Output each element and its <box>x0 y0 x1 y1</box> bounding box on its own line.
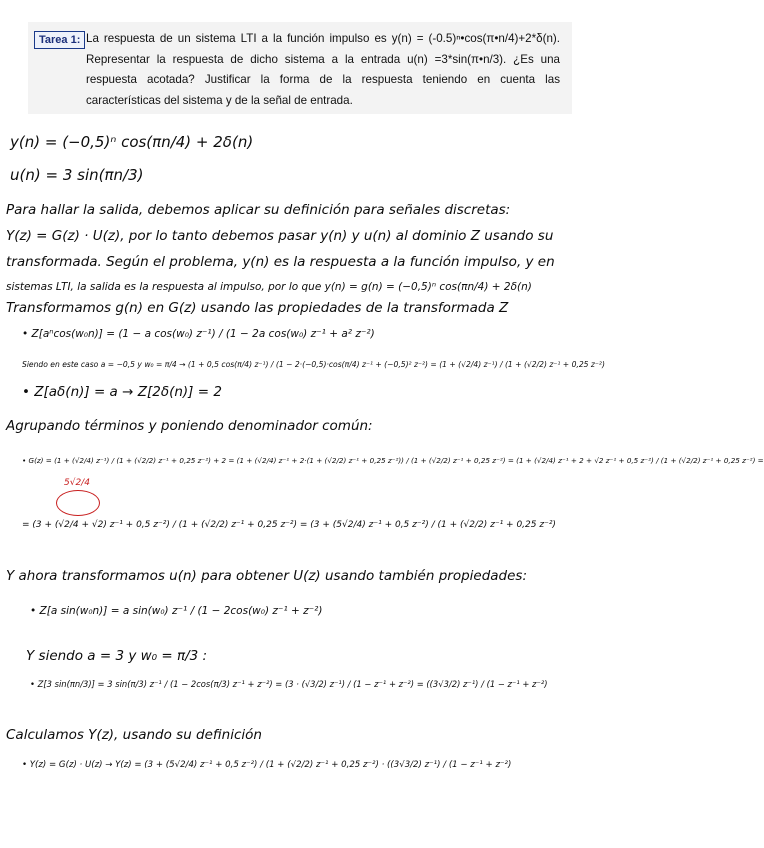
red-annotation: 5√2/4 <box>64 478 90 488</box>
solution-line: Agrupando términos y poniendo denominador común: <box>6 418 373 434</box>
y-z-result: • Y(z) = G(z) · U(z) → Y(z) = (3 + (5√2/4) z⁻¹ + 0,5 z⁻²) / (1 + (√2/2) z⁻¹ + 0,25 z⁻²) · ((3√3/2) z⁻¹) / (1 − z⁻¹ + z⁻²) <box>22 760 512 770</box>
solution-line: Calculamos Y(z), usando su definición <box>6 727 262 743</box>
z-transform-cos-property: • Z[aⁿcos(w₀n)] = (1 − a cos(w₀) z⁻¹) / (1 − 2a cos(w₀) z⁻¹ + a² z⁻²) <box>22 328 375 340</box>
task-label: Tarea 1: <box>34 31 85 49</box>
input-signal-eq: u(n) = 3 sin(πn/3) <box>10 166 144 184</box>
solution-line: Y(z) = G(z) · U(z), por lo tanto debemos pasar y(n) y u(n) al dominio Z usando su <box>6 228 554 244</box>
solution-line: transformada. Según el problema, y(n) es la respuesta a la función impulso, y en <box>6 254 555 270</box>
red-circle-mark <box>56 490 100 516</box>
task-statement-box <box>28 22 572 114</box>
solution-line: sistemas LTI, la salida es la respuesta al impulso, por lo que y(n) = g(n) = (−0,5)ⁿ cos(πn/4) + 2δ(n) <box>6 281 532 293</box>
solution-line: Y ahora transformamos u(n) para obtener U(z) usando también propiedades: <box>6 568 528 584</box>
u-z-transform: • Z[3 sin(πn/3)] = 3 sin(π/3) z⁻¹ / (1 − 2cos(π/3) z⁻¹ + z⁻²) = (3 · (√3/2) z⁻¹) / (1 − z⁻¹ + z⁻²) = ((3√3/2) z⁻¹) / (1 − z⁻¹ + z⁻²) <box>30 679 548 689</box>
z-transform-delta-property: • Z[aδ(n)] = a → Z[2δ(n)] = 2 <box>22 384 222 400</box>
g-z-common-denominator: • G(z) = (1 + (√2/4) z⁻¹) / (1 + (√2/2) z⁻¹ + 0,25 z⁻²) + 2 = (1 + (√2/4) z⁻¹ + 2·(1 + (√2/2) z⁻¹ + 0,25 z⁻²)) / (1 + (√2/2) z⁻¹ + 0,25 z⁻²) = (1 + (√2/4) z⁻¹ + 2 + √2 z⁻¹ + 0,5 z⁻²) / (1 + (√2/2) z⁻¹ + 0,25 z⁻²) = <box>22 456 764 465</box>
z-transform-substitution: Siendo en este caso a = −0,5 y w₀ = π/4 → (1 + 0,5 cos(π/4) z⁻¹) / (1 − 2·(−0,5)·cos(π/4) z⁻¹ + (−0,5)² z⁻²) = (1 + (√2/4) z⁻¹) / (1 + (√2/2) z⁻¹ + 0,25 z⁻²) <box>22 360 605 369</box>
solution-line: Para hallar la salida, debemos aplicar su definición para señales discretas: <box>6 202 511 218</box>
g-z-simplified: = (3 + (√2/4 + √2) z⁻¹ + 0,5 z⁻²) / (1 + (√2/2) z⁻¹ + 0,25 z⁻²) = (3 + (5√2/4) z⁻¹ + 0,5 z⁻²) / (1 + (√2/2) z⁻¹ + 0,25 z⁻²) <box>22 520 556 530</box>
solution-line: Y siendo a = 3 y w₀ = π/3 : <box>26 648 208 664</box>
task-text: La respuesta de un sistema LTI a la función impulso es y(n) = (-0.5)ⁿ•cos(π•n/4)+2*δ(n). Representar la respuesta de dicho sistema a la entrada u(n) =3*sin(π•n/3). ¿Es una respuesta acotada? Justificar la forma de la respuesta teniendo en cuenta las características del sistema y de la señal de entrada. <box>86 32 560 107</box>
z-transform-sin-property: • Z[a sin(w₀n)] = a sin(w₀) z⁻¹ / (1 − 2cos(w₀) z⁻¹ + z⁻²) <box>30 605 323 617</box>
solution-line: Transformamos g(n) en G(z) usando las propiedades de la transformada Z <box>6 300 509 316</box>
impulse-response-eq: y(n) = (−0,5)ⁿ cos(πn/4) + 2δ(n) <box>10 133 254 151</box>
